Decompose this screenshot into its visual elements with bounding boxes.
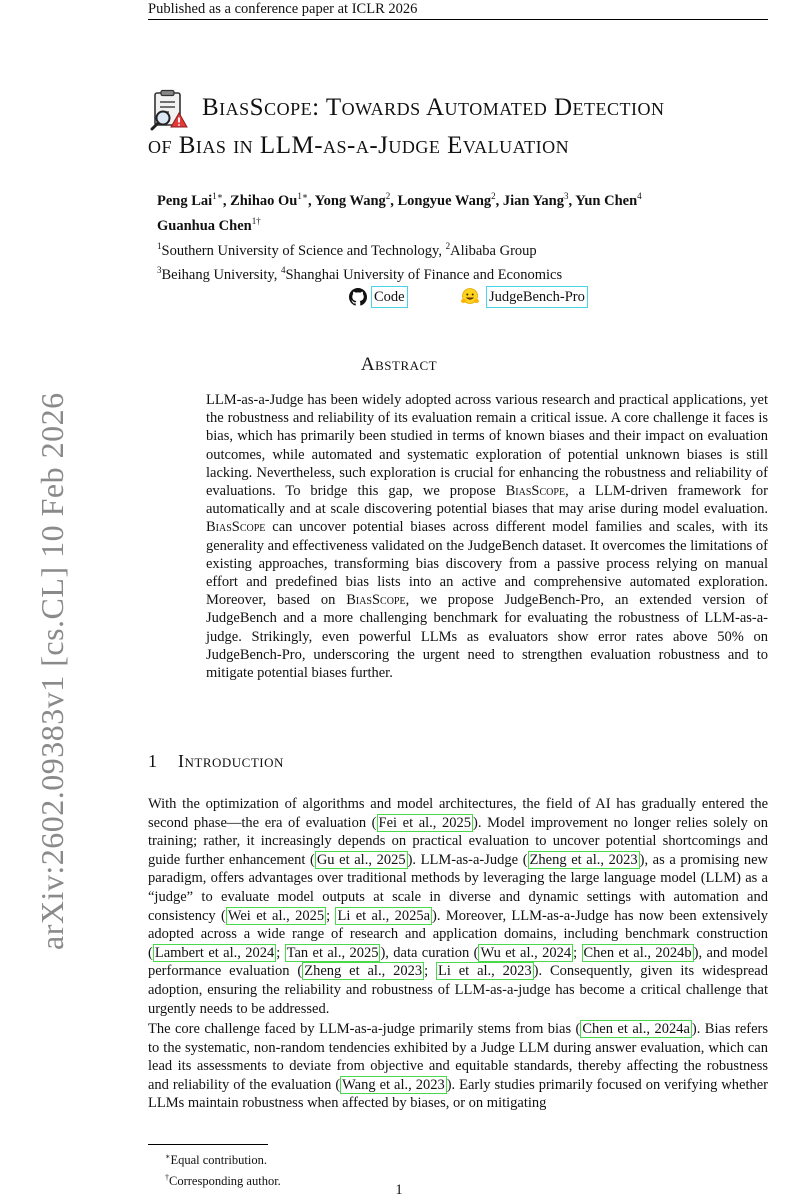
author-name: Longyue Wang — [397, 192, 492, 209]
citation-link[interactable]: Fei et al., 2025 — [378, 814, 472, 831]
citation-link[interactable]: Li et al., 2025a — [337, 907, 431, 924]
citation-link[interactable]: Wang et al., 2023 — [342, 1076, 445, 1093]
footnote-rule — [148, 1144, 268, 1145]
citation-link[interactable]: Zheng et al., 2023 — [529, 851, 638, 868]
citation-link[interactable]: Chen et al., 2024a — [582, 1021, 690, 1037]
abstract-body: LLM-as-a-Judge has been widely adopted across various research and practical applications, yet the robustness and reliability of its evaluation remain a critical issue. A core challenge it faces is bias, which has primarily been studied in terms of known biases and their impact on evaluation outcomes, while automated and systematic exploration of potential unknown biases is still lacking. Nevertheless, such exploration is crucial for enhancing the robustness and reliability of evaluations. To bridge this gap, we propose BiasScope, a LLM-driven framework for automatically and at scale discovering potential biases that may arise during model evaluation. BiasScope can uncover potential biases across different model families and scales, with its generality and effectiveness validated on the JudgeBench dataset. It overcomes the limitations of existing approaches, transforming bias discovery from a passive process relying on manual effort and predefined bias lists into an active and comprehensive automated exploration. Moreover, based on BiasScope, we propose JudgeBench-Pro, an extended version of JudgeBench and a more challenging benchmark for evaluating the robustness of LLM-as-a-judge. Strikingly, even powerful LLMs as evaluators show error rates above 50% on JudgeBench-Pro, underscoring the urgent need to strengthen evaluation robustness and to mitigate potential biases further. — [206, 392, 769, 682]
author-name: Zhihao Ou — [230, 192, 298, 209]
footnote-equal-contribution: ∗Equal contribution. — [165, 1152, 267, 1168]
title-line-2: of Bias in LLM-as-a-Judge Evaluation — [148, 132, 570, 159]
title-line-1: BiasScope: Towards Automated Detection — [202, 94, 665, 121]
citation-link[interactable]: Gu et al., 2025 — [316, 851, 406, 868]
author-names: Peng Lai$^{1∗}$, Zhihao $Ou^{1∗}$, Yong Wang$^2$, Longyue Wang$^2$, Jian Yang$^3$, Yun Chen$^4$ Guanhua Chen$^{1\dagger}$ — [157, 191, 642, 234]
resource-links — [0, 286, 798, 310]
citation-link[interactable]: Lambert et al., 2024 — [154, 944, 275, 961]
author-block — [157, 186, 777, 285]
citation-link[interactable]: Chen et al., 2024b — [583, 944, 692, 961]
affil-mark: 4 — [637, 191, 642, 201]
arxiv-identifier: arXiv:2602.09383v1 [cs.CL] 10 Feb 2026 — [34, 392, 70, 950]
affil-mark: 2 — [491, 191, 496, 201]
author-name: Jian Yang — [502, 192, 564, 209]
judgebench-pro-link[interactable]: JudgeBench-Pro — [486, 286, 588, 308]
framework-name: BiasScope — [505, 483, 566, 500]
citation-link[interactable]: Wu et al., 2024 — [480, 944, 572, 961]
intro-paragraph-2: The core challenge faced by LLM-as-a-judge primarily stems from bias ( Chen et al., 2024a ). Bias refers to the systematic, non-random tendencies exhibited by a Judge LLM during answer evaluation, which can lead its assessments to deviate from objective and equitable standards, thereby affecting the robustness and reliability of the evaluation ( Wang et al., 2023 ). Early studies primarily focused on verifying whether LLMs maintain robustness when affected by biases, or on mitigating — [148, 1021, 768, 1112]
document-magnifier-icon — [148, 89, 190, 131]
bench-link-group — [460, 286, 588, 308]
author-name: Guanhua Chen — [157, 217, 252, 234]
citation-link[interactable]: Li et al., 2023 — [437, 963, 532, 980]
header-rule — [148, 19, 768, 20]
citation-link[interactable]: Wei et al., 2025 — [227, 907, 325, 924]
equal-contribution-mark: ∗ — [301, 191, 308, 201]
intro-paragraph-1: With the optimization of algorithms and model architectures, the field of AI has gradually entered the second phase—the era of evaluation ( Fei et al., 2025 ). Model improvement no longer relies solely on training; rather, it increasingly depends on practical evaluation to uncover potential shortcomings and guide further enhancement ( Gu et al., 2025 ). LLM-as-a-Judge ( Zheng et al., 2023 ), as a promising new paradigm, offers advantages over traditional methods by leveraging the large language model (LLM) as a “judge” to evaluate model outputs at scale in diverse and dynamic settings with automation and consistency ( Wei et al., 2025 ; Li et al., 2025a ). Moreover, LLM-as-a-Judge has now been extensively adopted across a wide range of research and application domains, including benchmark construction ( Lambert et al., 2024 ; Tan et al., 2025 ), data curation ( Wu et al., 2024 ; Chen et al., 2024b ), and model performance evaluation ( Zheng et al., 2023 ; Li et al., 2023 ). Consequently, given its widespread adoption, ensuring the reliability and robustness of LLM-as-a-judge has become a critical challenge that urgently needs to be addressed. — [148, 796, 769, 1017]
author-name: Peng Lai — [157, 192, 213, 209]
author-name: Yong Wang — [314, 192, 386, 209]
code-link[interactable]: Code — [371, 286, 408, 308]
code-link-group — [349, 286, 408, 308]
affiliation-line-1: $^1$Southern University of Science and Technology, $^2$Alibaba Group — [157, 240, 537, 259]
section-heading — [148, 751, 284, 772]
citation-link[interactable]: Tan et al., 2025 — [286, 944, 379, 961]
affil-mark: 1 — [251, 215, 257, 226]
corresponding-mark: † — [256, 215, 261, 226]
affiliation-line-2: $^3$Beihang University, $^4$Shanghai University of Finance and Economics — [157, 265, 563, 284]
framework-name: BiasScope — [346, 592, 406, 609]
section-title: Introduction — [178, 751, 284, 771]
hugging-face-icon — [460, 287, 480, 307]
affil-mark: 1 — [297, 191, 302, 201]
author-name: Yun Chen — [575, 192, 638, 209]
page-number: 1 — [395, 1182, 403, 1198]
affil-mark: 2 — [385, 191, 391, 201]
section-number: 1 — [148, 751, 158, 771]
github-icon — [349, 288, 367, 306]
citation-link[interactable]: Zheng et al., 2023 — [304, 963, 423, 980]
equal-contribution-mark: ∗ — [216, 191, 223, 201]
running-header: Published as a conference paper at ICLR 2026 — [148, 1, 418, 17]
framework-name: BiasScope — [206, 519, 266, 536]
abstract-heading: Abstract — [360, 354, 438, 375]
affil-mark: 3 — [564, 191, 569, 201]
footnote-corresponding-author: †Corresponding author. — [165, 1173, 281, 1189]
arxiv-sidebar — [0, 0, 70, 1200]
affil-mark: 1 — [212, 191, 217, 201]
paper-title — [148, 89, 788, 165]
